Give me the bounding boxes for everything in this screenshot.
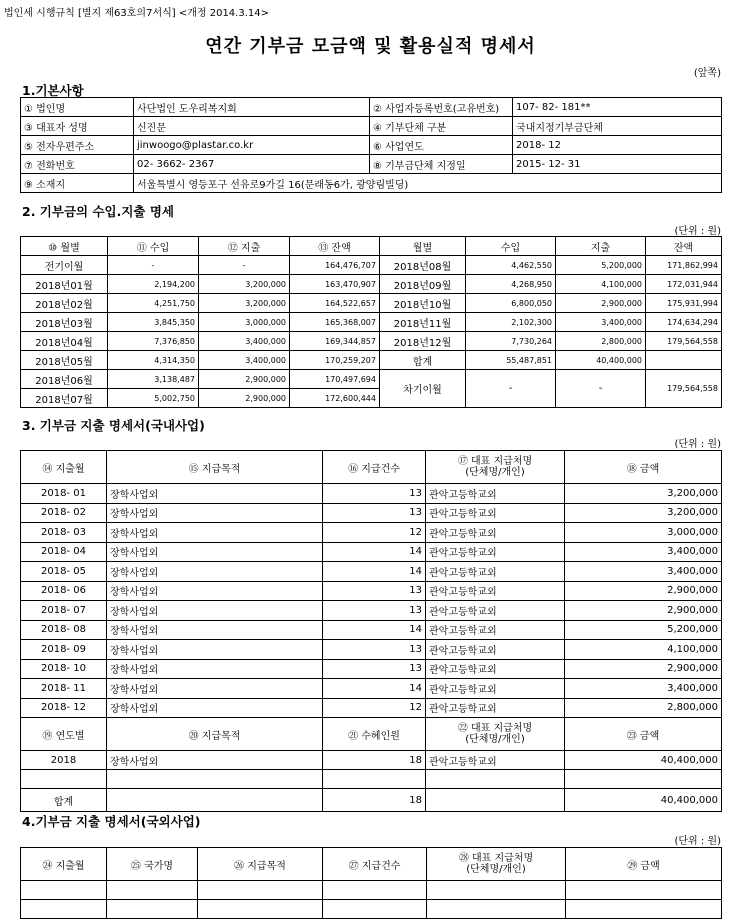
recipient-cell: 관악고등학교외: [426, 751, 565, 770]
year-cell: 2018: [21, 751, 107, 770]
purpose-cell: 장학사업외: [107, 640, 323, 660]
blank-cell: [427, 881, 566, 900]
month-cell: 전기이월: [21, 256, 108, 275]
amount-cell: 2,900,000: [565, 659, 722, 679]
month-cell: 2018- 11: [21, 679, 107, 699]
income-cell: 2,194,200: [108, 275, 199, 294]
front-page-note: (앞쪽): [693, 68, 721, 79]
blank-cell: [427, 900, 566, 919]
recipient-cell: 관악고등학교외: [426, 698, 565, 718]
overseas-expense-table: [20, 847, 722, 919]
domestic-expense-row: [21, 503, 722, 523]
column-header: ⑳ 지급목적: [107, 718, 323, 751]
blank-cell: [323, 770, 426, 789]
blank-cell: [426, 789, 565, 812]
field-value: 사단법인 도우리복지회: [134, 98, 370, 117]
recipient-header-line1: ㉒ 대표 지급처명: [457, 723, 533, 734]
address-row: [21, 174, 722, 193]
recipient-cell: 관악고등학교외: [426, 523, 565, 543]
purpose-cell: 장학사업외: [107, 751, 323, 770]
section3-unit-note: (단위 : 원): [674, 439, 721, 450]
column-header: 잔액: [646, 237, 722, 256]
month-cell: 2018년08월: [380, 256, 466, 275]
income-expense-table: [20, 236, 722, 408]
column-header: ㉓ 금액: [565, 718, 722, 751]
month-cell: 2018- 12: [21, 698, 107, 718]
balance-cell: 164,522,657: [290, 294, 380, 313]
purpose-cell: 장학사업외: [107, 581, 323, 601]
income-cell: 4,268,950: [466, 275, 556, 294]
balance-cell: 165,368,007: [290, 313, 380, 332]
expense-cell: 4,100,000: [556, 275, 646, 294]
domestic-expense-row: [21, 601, 722, 621]
recipient-header-line1: ⑰ 대표 지급처명: [457, 456, 533, 467]
balance-cell: 174,634,294: [646, 313, 722, 332]
income-cell: 7,376,850: [108, 332, 199, 351]
month-cell: 2018- 06: [21, 581, 107, 601]
month-cell: 2018- 10: [21, 659, 107, 679]
total-label: 합계: [21, 789, 107, 812]
field-label: ⑤ 전자우편주소: [21, 136, 134, 155]
column-header: ⑪ 수입: [108, 237, 199, 256]
income-expense-row: [21, 351, 722, 370]
purpose-cell: 장학사업외: [107, 523, 323, 543]
expense-cell: -: [199, 256, 290, 275]
purpose-cell: 장학사업외: [107, 503, 323, 523]
month-cell: 2018- 05: [21, 562, 107, 582]
blank-cell: [566, 881, 722, 900]
month-cell: 2018년01월: [21, 275, 108, 294]
count-cell: 12: [323, 698, 426, 718]
recipient-cell: 관악고등학교외: [426, 640, 565, 660]
purpose-cell: 장학사업외: [107, 620, 323, 640]
expense-cell: 5,200,000: [556, 256, 646, 275]
column-header: ⑬ 잔액: [290, 237, 380, 256]
income-cell: -: [108, 256, 199, 275]
month-cell: 2018- 08: [21, 620, 107, 640]
basic-info-table: [20, 97, 722, 193]
field-value: 신진문: [134, 117, 370, 136]
recipient-cell: 관악고등학교외: [426, 542, 565, 562]
field-value: 2018- 12: [513, 136, 722, 155]
purpose-cell: 장학사업외: [107, 698, 323, 718]
amount-cell: 5,200,000: [565, 620, 722, 640]
column-header: ⑫ 지출: [199, 237, 290, 256]
expense-cell: 2,900,000: [199, 389, 290, 408]
recipient-cell: 관악고등학교외: [426, 503, 565, 523]
amount-cell: 3,400,000: [565, 562, 722, 582]
total-count: 18: [323, 789, 426, 812]
purpose-cell: 장학사업외: [107, 542, 323, 562]
overseas-expense-row: [21, 900, 722, 919]
domestic-expense-header: [21, 451, 722, 484]
section1-heading: 1.기본사항: [22, 83, 84, 98]
income-cell: 55,487,851: [466, 351, 556, 370]
column-header: ⑲ 연도별: [21, 718, 107, 751]
amount-cell: 2,800,000: [565, 698, 722, 718]
domestic-expense-row: [21, 620, 722, 640]
field-label: ④ 기부단체 구분: [370, 117, 513, 136]
domestic-expense-row: [21, 542, 722, 562]
income-cell: 2,102,300: [466, 313, 556, 332]
field-label: ③ 대표자 성명: [21, 117, 134, 136]
income-expense-row: [21, 294, 722, 313]
column-header: ㉗ 지급건수: [323, 848, 427, 881]
expense-cell: 3,400,000: [556, 313, 646, 332]
count-cell: 14: [323, 562, 426, 582]
section4-heading: 4.기부금 지출 명세서(국외사업): [22, 814, 201, 829]
balance-cell: 170,497,694: [290, 370, 380, 389]
field-value: jinwoogo@plastar.co.kr: [134, 136, 370, 155]
income-expense-row: [21, 256, 722, 275]
recipient-header: [426, 451, 565, 484]
balance-cell: 170,259,207: [290, 351, 380, 370]
amount-cell: 2,900,000: [565, 601, 722, 621]
yearly-row: [21, 751, 722, 770]
overseas-expense-header: [21, 848, 722, 881]
column-header: ㉑ 수혜인원: [323, 718, 426, 751]
blank-cell: [107, 881, 198, 900]
expense-cell: 3,400,000: [199, 351, 290, 370]
expense-cell: 3,200,000: [199, 294, 290, 313]
month-cell: 2018년02월: [21, 294, 108, 313]
count-cell: 12: [323, 523, 426, 543]
recipient-cell: 관악고등학교외: [426, 562, 565, 582]
domestic-expense-row: [21, 581, 722, 601]
address-value: 서울특별시 영등포구 선유로9가길 16(문래동6가, 광양림빌딩): [134, 174, 722, 193]
blank-cell: [107, 770, 323, 789]
column-header: ⑯ 지급건수: [323, 451, 426, 484]
recipient-header-line2: (단체명/개인): [466, 864, 526, 875]
balance-cell: 169,344,857: [290, 332, 380, 351]
blank-cell: [107, 789, 323, 812]
income-cell: 3,138,487: [108, 370, 199, 389]
recipient-header-line2: (단체명/개인): [465, 467, 525, 478]
section2-unit-note: (단위 : 원): [674, 226, 721, 237]
column-header: ⑱ 금액: [565, 451, 722, 484]
month-cell: 2018- 03: [21, 523, 107, 543]
balance-cell: 172,031,944: [646, 275, 722, 294]
month-cell: 2018년10월: [380, 294, 466, 313]
column-header: ㉙ 금액: [566, 848, 722, 881]
month-cell: 2018년12월: [380, 332, 466, 351]
month-cell: 합계: [380, 351, 466, 370]
field-label: ⑦ 전화번호: [21, 155, 134, 174]
domestic-expense-row: [21, 679, 722, 699]
expense-cell: 3,400,000: [199, 332, 290, 351]
count-cell: 13: [323, 484, 426, 504]
total-row: [21, 789, 722, 812]
month-cell: 2018- 07: [21, 601, 107, 621]
section3-heading: 3. 기부금 지출 명세서(국내사업): [22, 418, 205, 433]
recipient-header: [426, 718, 565, 751]
blank-cell: [21, 881, 107, 900]
purpose-cell: 장학사업외: [107, 659, 323, 679]
income-expense-row: [21, 332, 722, 351]
month-cell: 2018년05월: [21, 351, 108, 370]
blank-cell: [21, 770, 107, 789]
balance-cell: 163,470,907: [290, 275, 380, 294]
domestic-expense-table: [20, 450, 722, 812]
income-expense-row: [21, 313, 722, 332]
count-cell: 14: [323, 679, 426, 699]
purpose-cell: 장학사업외: [107, 679, 323, 699]
column-header: 월별: [380, 237, 466, 256]
carry-balance: 179,564,558: [646, 370, 722, 408]
basic-info-row: [21, 117, 722, 136]
recipient-cell: 관악고등학교외: [426, 659, 565, 679]
blank-row: [21, 770, 722, 789]
field-value: 2015- 12- 31: [513, 155, 722, 174]
count-cell: 13: [323, 601, 426, 621]
expense-cell: 2,900,000: [199, 370, 290, 389]
income-cell: 4,251,750: [108, 294, 199, 313]
overseas-expense-row: [21, 881, 722, 900]
column-header: ㉕ 국가명: [107, 848, 198, 881]
month-cell: 2018년04월: [21, 332, 108, 351]
count-cell: 14: [323, 542, 426, 562]
document-title: 연간 기부금 모금액 및 활용실적 명세서: [205, 36, 536, 57]
blank-cell: [565, 770, 722, 789]
field-label: ② 사업자등록번호(고유번호): [370, 98, 513, 117]
section2-heading: 2. 기부금의 수입.지출 명세: [22, 204, 175, 219]
column-header: 수입: [466, 237, 556, 256]
month-cell: 2018- 01: [21, 484, 107, 504]
blank-cell: [107, 900, 198, 919]
column-header: 지출: [556, 237, 646, 256]
recipient-header-line1: ㉘ 대표 지급처명: [458, 853, 534, 864]
purpose-cell: 장학사업외: [107, 562, 323, 582]
field-value: 02- 3662- 2367: [134, 155, 370, 174]
field-label: ⑥ 사업연도: [370, 136, 513, 155]
domestic-expense-row: [21, 659, 722, 679]
amount-cell: 3,400,000: [565, 542, 722, 562]
count-cell: 13: [323, 503, 426, 523]
amount-cell: 3,000,000: [565, 523, 722, 543]
month-cell: 2018- 02: [21, 503, 107, 523]
purpose-cell: 장학사업외: [107, 601, 323, 621]
form-reference-note: 법인세 시행규칙 [별지 제63호의7서식] <개정 2014.3.14>: [4, 8, 269, 19]
recipient-header: [427, 848, 566, 881]
recipient-cell: 관악고등학교외: [426, 679, 565, 699]
domestic-expense-row: [21, 640, 722, 660]
amount-cell: 4,100,000: [565, 640, 722, 660]
field-value: 107- 82- 181**: [513, 98, 722, 117]
recipient-header-line2: (단체명/개인): [465, 734, 525, 745]
count-cell: 14: [323, 620, 426, 640]
balance-cell: 179,564,558: [646, 332, 722, 351]
column-header: ⑮ 지급목적: [107, 451, 323, 484]
amount-cell: 3,200,000: [565, 484, 722, 504]
purpose-cell: 장학사업외: [107, 484, 323, 504]
expense-cell: 3,000,000: [199, 313, 290, 332]
blank-cell: [566, 900, 722, 919]
income-cell: 4,314,350: [108, 351, 199, 370]
count-cell: 13: [323, 659, 426, 679]
expense-cell: 3,200,000: [199, 275, 290, 294]
balance-cell: 164,476,707: [290, 256, 380, 275]
month-cell: 2018- 09: [21, 640, 107, 660]
income-cell: 4,462,550: [466, 256, 556, 275]
amount-cell: 40,400,000: [565, 751, 722, 770]
recipient-cell: 관악고등학교외: [426, 620, 565, 640]
recipient-cell: 관악고등학교외: [426, 581, 565, 601]
blank-cell: [198, 881, 323, 900]
balance-cell: 175,931,994: [646, 294, 722, 313]
blank-cell: [323, 900, 427, 919]
month-cell: 2018년09월: [380, 275, 466, 294]
expense-cell: 2,800,000: [556, 332, 646, 351]
income-expense-header: [21, 237, 722, 256]
count-cell: 13: [323, 581, 426, 601]
carry-expense: -: [556, 370, 646, 408]
income-cell: 5,002,750: [108, 389, 199, 408]
field-value: 국내지정기부금단체: [513, 117, 722, 136]
section4-unit-note: (단위 : 원): [674, 836, 721, 847]
column-header: ⑭ 지출월: [21, 451, 107, 484]
blank-cell: [426, 770, 565, 789]
expense-cell: 40,400,000: [556, 351, 646, 370]
domestic-expense-row: [21, 698, 722, 718]
column-header: ㉖ 지급목적: [198, 848, 323, 881]
blank-cell: [323, 881, 427, 900]
domestic-expense-row: [21, 523, 722, 543]
amount-cell: 2,900,000: [565, 581, 722, 601]
basic-info-row: [21, 98, 722, 117]
column-header: ⑩ 월별: [21, 237, 108, 256]
carry-over-label: 차기이월: [380, 370, 466, 408]
month-cell: 2018- 04: [21, 542, 107, 562]
recipient-cell: 관악고등학교외: [426, 484, 565, 504]
field-label: ⑧ 기부금단체 지정일: [370, 155, 513, 174]
field-label: ① 법인명: [21, 98, 134, 117]
income-expense-row: [21, 275, 722, 294]
balance-cell: 172,600,444: [290, 389, 380, 408]
income-cell: 6,800,050: [466, 294, 556, 313]
expense-cell: 2,900,000: [556, 294, 646, 313]
balance-cell: [646, 351, 722, 370]
yearly-header: [21, 718, 722, 751]
beneficiary-count-cell: 18: [323, 751, 426, 770]
total-amount: 40,400,000: [565, 789, 722, 812]
address-label: ⑨ 소재지: [21, 174, 134, 193]
income-expense-row: [21, 370, 722, 389]
income-cell: 3,845,350: [108, 313, 199, 332]
blank-cell: [198, 900, 323, 919]
amount-cell: 3,400,000: [565, 679, 722, 699]
balance-cell: 171,862,994: [646, 256, 722, 275]
month-cell: 2018년06월: [21, 370, 108, 389]
blank-cell: [21, 900, 107, 919]
month-cell: 2018년07월: [21, 389, 108, 408]
domestic-expense-row: [21, 484, 722, 504]
income-cell: 7,730,264: [466, 332, 556, 351]
basic-info-row: [21, 155, 722, 174]
month-cell: 2018년03월: [21, 313, 108, 332]
recipient-cell: 관악고등학교외: [426, 601, 565, 621]
basic-info-row: [21, 136, 722, 155]
column-header: ㉔ 지출월: [21, 848, 107, 881]
amount-cell: 3,200,000: [565, 503, 722, 523]
carry-income: -: [466, 370, 556, 408]
month-cell: 2018년11월: [380, 313, 466, 332]
domestic-expense-row: [21, 562, 722, 582]
count-cell: 13: [323, 640, 426, 660]
